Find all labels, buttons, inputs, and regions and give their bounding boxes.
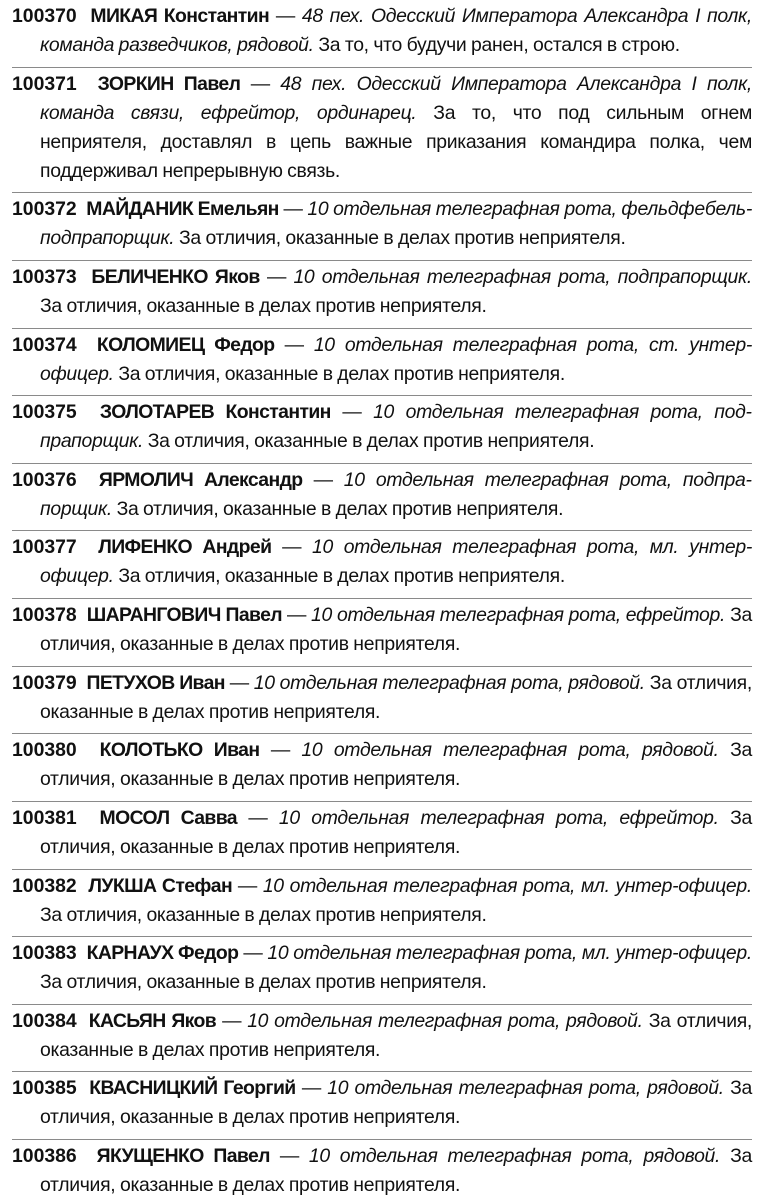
entry-number: 100378 <box>12 604 77 626</box>
entry-name: ЛУКША Стефан <box>88 874 233 897</box>
entry-number: 100373 <box>12 265 77 288</box>
entry-number: 100380 <box>12 739 77 762</box>
entry-number: 100385 <box>12 1077 77 1100</box>
entry-unit: 10 отдельная телеграфная рота, рядовой. <box>247 1009 643 1032</box>
award-entry: 100372 МАЙДАНИК Емельян — 10 отдельная телеграфная рота, фельдфебель-подпрапорщик. За отличия, оказанные в делах против неприятеля. <box>12 192 752 253</box>
entry-unit: 10 отдельная телеграфная рота, подпрапорщик. <box>40 401 752 453</box>
entry-unit: 10 отдельная телеграфная рота, подпрапорщик. <box>40 468 752 520</box>
entry-reason: За отличия, оказанные в делах против неприятеля. <box>147 430 595 453</box>
entry-number: 100383 <box>12 942 77 965</box>
award-entry: 100370 МИКАЯ Константин — 48 пех. Одесский Императора Александра I полк, команда разведчиков, рядовой. За то, что будучи ранен, остался в строю. <box>12 5 752 56</box>
entry-number: 100376 <box>12 468 77 491</box>
award-entry: 100378 ШАРАНГОВИЧ Павел — 10 отдельная телеграфная рота, ефрейтор. За отличия, оказанные в делах против неприятеля. <box>12 598 752 659</box>
entry-reason: За отличия, оказанные в делах против неприятеля. <box>40 903 487 926</box>
entry-name: КОЛОТЬКО Иван <box>99 739 260 762</box>
entry-name: КАСЬЯН Яков <box>88 1009 217 1032</box>
entry-unit: 10 отдельная телеграфная рота, подпрапорщик. <box>293 265 752 288</box>
entry-reason: За отличия, оказанные в делах против неприятеля. <box>40 971 487 994</box>
award-entry: 100384 КАСЬЯН Яков — 10 отдельная телеграфная рота, рядовой. За отличия, оказанные в делах против неприятеля. <box>12 1004 752 1065</box>
award-entry: 100383 КАРНАУХ Федор — 10 отдельная телеграфная рота, мл. унтер-офицер. За отличия, оказанные в делах против неприятеля. <box>12 936 752 997</box>
award-entry: 100385 КВАСНИЦКИЙ Георгий — 10 отдельная телеграфная рота, рядовой. За отличия, оказанные в делах против неприятеля. <box>12 1071 752 1132</box>
award-entry: 100379 ПЕТУХОВ Иван — 10 отдельная телеграфная рота, рядовой. За отличия, оказанные в делах против неприятеля. <box>12 666 752 727</box>
entry-unit: 10 отдельная телеграфная рота, рядовой. <box>253 671 645 694</box>
entry-reason: За то, что под сильным огнем неприятеля, доставлял в цепь важные приказания командира полка, чем поддерживал непрерывную связь. <box>40 101 752 182</box>
entry-unit: 10 отдельная телеграфная рота, ст. унтер-офицер. <box>40 333 752 385</box>
entry-reason: За отличия, оказанные в делах против неприятеля. <box>40 671 752 723</box>
entry-name: МАЙДАНИК Емельян <box>86 198 279 221</box>
entry-number: 100371 <box>12 72 77 95</box>
entry-name: БЕЛИЧЕНКО Яков <box>91 265 260 288</box>
entry-number: 100375 <box>12 401 77 424</box>
entry-reason: За отличия, оказанные в делах против неприятеля. <box>40 604 752 655</box>
entry-reason: За отличия, оказанные в делах против неприятеля. <box>118 362 565 385</box>
entry-reason: За отличия, оказанные в делах против неприятеля. <box>116 497 564 520</box>
entry-unit: 10 отдельная телеграфная рота, ефрейтор. <box>311 604 726 626</box>
entry-unit: 10 отдельная телеграфная рота, рядовой. <box>308 1145 721 1167</box>
entry-unit: 10 отдельная телеграфная рота, мл. унтер-офицер. <box>262 874 752 897</box>
entry-name: ЗОЛОТАРЕВ Константин <box>99 401 331 424</box>
entry-reason: За отличия, оказанные в делах против неприятеля. <box>118 565 565 588</box>
entry-reason: За отличия, оказанные в делах против неприятеля. <box>40 1009 753 1061</box>
award-entry: 100386 ЯКУЩЕНКО Павел — 10 отдельная телеграфная рота, рядовой. За отличия, оказанные в делах против неприятеля. <box>12 1139 752 1200</box>
entry-unit: 10 отдельная телеграфная рота, мл. унтер-офицер. <box>267 942 752 965</box>
entry-unit: 10 отдельная телеграфная рота, ефрейтор. <box>278 806 719 829</box>
entry-reason: За отличия, оказанные в делах против неприятеля. <box>178 227 626 250</box>
entry-unit: 10 отдельная телеграфная рота, рядовой. <box>301 739 719 762</box>
award-entry: 100374 КОЛОМИЕЦ Федор — 10 отдельная телеграфная рота, ст. унтер-офицер. За отличия, оказанные в делах против неприятеля. <box>12 328 752 389</box>
entry-name: ПЕТУХОВ Иван <box>86 671 225 694</box>
entry-unit: 48 пех. Одесский Императора Александра I полк, команда разведчиков, рядовой. <box>40 5 752 56</box>
entry-reason: За то, что будучи ранен, остался в строю. <box>318 34 680 56</box>
entry-name: ЗОРКИН Павел <box>97 72 241 95</box>
entry-name: ЯКУЩЕНКО Павел <box>96 1145 270 1167</box>
award-entry: 100373 БЕЛИЧЕНКО Яков — 10 отдельная телеграфная рота, подпрапорщик. За отличия, оказанные в делах против неприятеля. <box>12 260 752 321</box>
entry-number: 100381 <box>12 806 77 829</box>
entry-reason: За отличия, оказанные в делах против неприятеля. <box>40 294 487 317</box>
entry-name: МИКАЯ Константин <box>90 5 270 27</box>
entry-unit: 10 отдельная телеграфная рота, фельдфебель-подпрапорщик. <box>40 198 752 250</box>
award-entry: 100381 МОСОЛ Савва — 10 отдельная телеграфная рота, ефрейтор. За отличия, оказанные в делах против неприятеля. <box>12 801 752 862</box>
entry-reason: За отличия, оказанные в делах против неприятеля. <box>40 1145 752 1196</box>
entry-name: КАРНАУХ Федор <box>86 942 239 965</box>
award-entry: 100376 ЯРМОЛИЧ Александр — 10 отдельная телеграфная рота, подпрапорщик. За отличия, оказанные в делах против неприятеля. <box>12 463 752 524</box>
entry-reason: За отличия, оказанные в делах против неприятеля. <box>40 1077 752 1129</box>
entry-name: КВАСНИЦКИЙ Георгий <box>89 1077 296 1100</box>
entry-number: 100382 <box>12 874 77 897</box>
award-entry: 100371 ЗОРКИН Павел — 48 пех. Одесский Императора Александра I полк, команда связи, ефрейтор, ординарец. За то, что под сильным огнем неприятеля, доставлял в цепь важные приказания командира полка, чем поддерживал непрерывную связь. <box>12 67 752 186</box>
entry-reason: За отличия, оказанные в делах против неприятеля. <box>40 806 752 858</box>
entry-number: 100386 <box>12 1145 77 1167</box>
entry-unit: 48 пех. Одесский Императора Александра I полк, команда связи, ефрейтор, ординарец. <box>40 72 753 124</box>
entry-number: 100374 <box>12 333 77 356</box>
award-entry: 100377 ЛИФЕНКО Андрей — 10 отдельная телеграфная рота, мл. унтер-офицер. За отличия, оказанные в делах против неприятеля. <box>12 530 752 591</box>
award-entry: 100382 ЛУКША Стефан — 10 отдельная телеграфная рота, мл. унтер-офицер. За отличия, оказанные в делах против неприятеля. <box>12 869 752 930</box>
entry-number: 100379 <box>12 671 77 694</box>
entry-number: 100384 <box>12 1009 77 1032</box>
award-entry: 100380 КОЛОТЬКО Иван — 10 отдельная телеграфная рота, рядовой. За отличия, оказанные в делах против неприятеля. <box>12 733 752 794</box>
entry-name: МОСОЛ Савва <box>99 806 237 829</box>
entry-number: 100372 <box>12 198 77 221</box>
entry-number: 100377 <box>12 536 77 559</box>
entry-unit: 10 отдельная телеграфная рота, мл. унтер-офицер. <box>40 536 752 588</box>
entry-number: 100370 <box>12 5 77 27</box>
entry-unit: 10 отдельная телеграфная рота, рядовой. <box>327 1077 724 1100</box>
entry-name: ШАРАНГОВИЧ Павел <box>86 604 282 626</box>
entry-reason: За отличия, оказанные в делах против неприятеля. <box>40 739 752 791</box>
entry-name: ЯРМОЛИЧ Александр <box>98 468 303 491</box>
award-entry: 100375 ЗОЛОТАРЕВ Константин — 10 отдельная телеграфная рота, подпрапорщик. За отличия, оказанные в делах против неприятеля. <box>12 395 752 456</box>
entry-name: КОЛОМИЕЦ Федор <box>96 333 275 356</box>
entry-name: ЛИФЕНКО Андрей <box>98 536 272 559</box>
